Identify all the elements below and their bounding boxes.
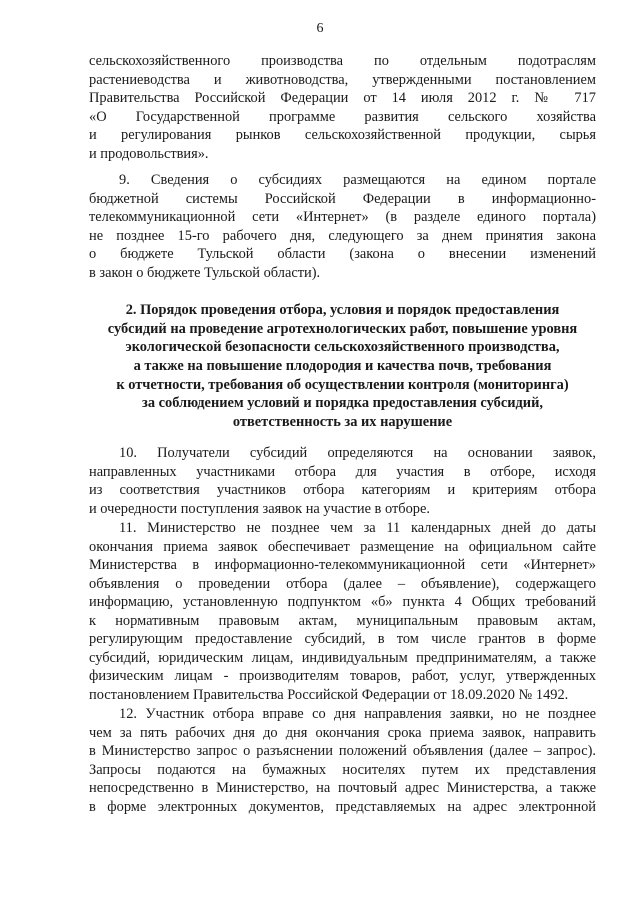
text-line: Правительства Российской Федерации от 14 июля 2012 г. № 717 bbox=[89, 90, 596, 106]
text-line: о бюджете Тульской области (закона о внесении изменений bbox=[89, 246, 596, 262]
text-line: растениеводства и животноводства, утвержденными постановлением bbox=[89, 71, 596, 88]
text-line: постановлением Правительства Российской Федерации от 18.09.2020 № 1492. bbox=[89, 686, 569, 703]
paragraph-10 bbox=[89, 444, 596, 518]
text-line: окончания приема заявок обеспечивает размещение на официальном сайте bbox=[89, 538, 596, 555]
text-line: в Министерство запрос о разъяснении положений объявления (далее – запрос). bbox=[89, 743, 596, 759]
text-line: 9. Сведения о субсидиях размещаются на едином портале bbox=[119, 172, 596, 188]
text-line: не позднее 15-го рабочего дня, следующего за днем принятия закона bbox=[89, 227, 596, 244]
heading-line: экологической безопасности сельскохозяйственного производства, bbox=[125, 339, 560, 356]
text-line: чем за пять рабочих дня до дня окончания срока приема заявок, направить bbox=[89, 724, 596, 741]
text-line: в форме электронных документов, представляемых на адрес электронной bbox=[89, 798, 596, 815]
text-line: и регулирования рынков сельскохозяйственной продукции, сырья bbox=[89, 127, 596, 143]
text-line: информацию, установленную подпунктом «б» пункта 4 Общих требований bbox=[89, 594, 596, 610]
paragraph-12 bbox=[89, 705, 596, 816]
text-line: сельскохозяйственного производства по отдельным подотраслям bbox=[89, 53, 596, 69]
section-heading bbox=[89, 301, 596, 432]
text-line: телекоммуникационной сети «Интернет» (в разделе единого портала) bbox=[89, 209, 596, 225]
text-line: и продовольствия». bbox=[89, 145, 209, 162]
text-line: Запросы подаются на бумажных носителях путем их представления bbox=[89, 761, 596, 778]
text-line: непосредственно в Министерство, на почтовый адрес Министерства, а также bbox=[89, 780, 596, 796]
text-line: бюджетной системы Российской Федерации в информационно- bbox=[89, 190, 596, 207]
page-number: 6 bbox=[316, 21, 324, 36]
paragraph-9 bbox=[89, 171, 596, 282]
text-line: из соответствия участников отбора категориям и критериям отбора bbox=[89, 482, 596, 498]
paragraph-11 bbox=[89, 519, 596, 704]
heading-line: к отчетности, требования об осуществлении контроля (мониторинга) bbox=[116, 376, 569, 393]
text-line: направленных участниками отбора для участия в отборе, исходя bbox=[89, 463, 596, 480]
text-line: «О Государственной программе развития сельского хозяйства bbox=[89, 108, 596, 125]
heading-line: 2. Порядок проведения отбора, условия и порядок предоставления bbox=[125, 302, 560, 318]
heading-line: за соблюдением условий и порядка предоставления субсидий, bbox=[142, 395, 543, 412]
text-line: субсидий, юридическим лицам, индивидуальным предпринимателям, а также bbox=[89, 649, 596, 666]
text-line: объявления о проведении отбора (далее – объявление), содержащего bbox=[89, 575, 596, 592]
heading-line: ответственность за их нарушение bbox=[232, 414, 453, 431]
heading-line: а также на повышение плодородия и качества почв, требования bbox=[133, 358, 552, 375]
text-line: к нормативным правовым актам, муниципальным правовым актам, bbox=[89, 612, 596, 629]
text-line: регулирующим предоставление субсидий, в том числе грантов в форме bbox=[89, 631, 596, 647]
text-line: и очередности поступления заявок на участие в отборе. bbox=[89, 500, 430, 517]
text-line: Министерства в информационно-телекоммуникационной сети «Интернет» bbox=[89, 557, 596, 573]
text-line: 11. Министерство не позднее чем за 11 календарных дней до даты bbox=[119, 520, 596, 536]
text-line: в закон о бюджете Тульской области). bbox=[89, 264, 321, 281]
text-line: физическим лицам - производителям товаров, работ, услуг, утвержденных bbox=[89, 668, 596, 684]
text-line: 10. Получатели субсидий определяются на основании заявок, bbox=[119, 445, 596, 461]
text-line: 12. Участник отбора вправе со дня направления заявки, но не позднее bbox=[119, 706, 596, 722]
paragraph-8-continuation bbox=[89, 52, 596, 163]
heading-line: субсидий на проведение агротехнологических работ, повышение уровня bbox=[107, 320, 578, 337]
